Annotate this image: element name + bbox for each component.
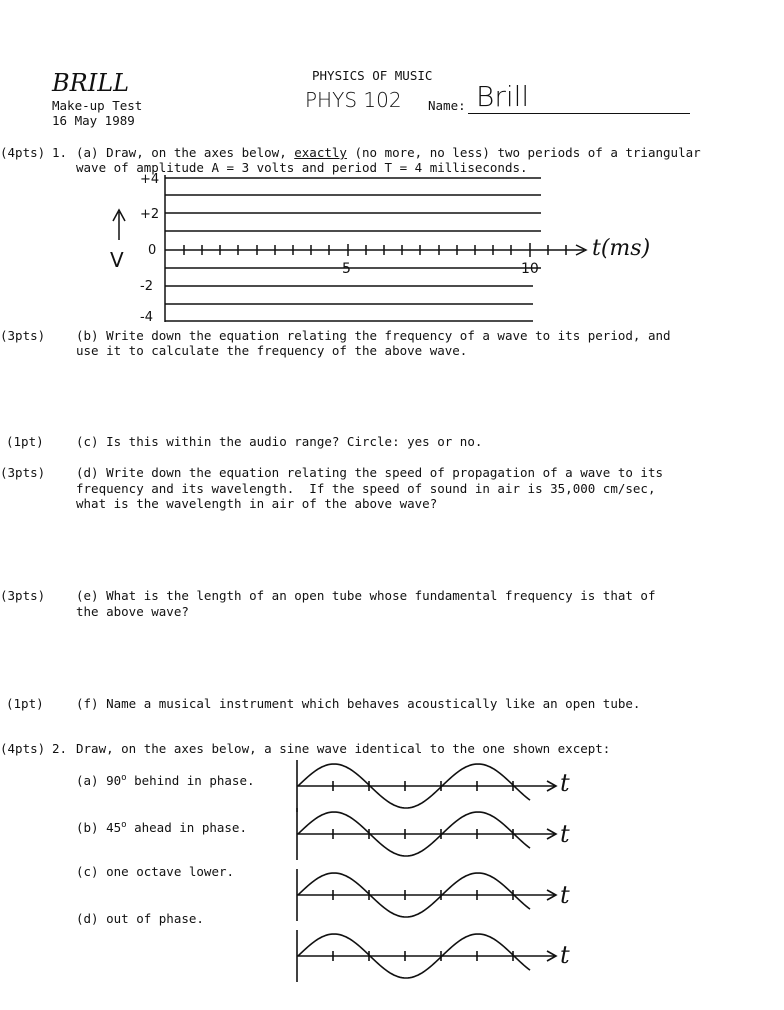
q1-part-a-line2: wave of amplitude A = 3 volts and period T = 4 milliseconds. (76, 160, 528, 175)
q1-xtick-5: 5 (342, 261, 351, 277)
q2-prompt: Draw, on the axes below, a sine wave identical to the one shown except: (76, 741, 611, 756)
q1-ytick-m2: -2 (140, 279, 153, 294)
q2-panel-3 (297, 930, 556, 982)
q1-ytick-2: +2 (140, 207, 160, 222)
q1-ytick-m4: -4 (140, 310, 153, 325)
q1-x-axis-label: t(ms) (592, 236, 651, 261)
q1-part-a-line1: (a) Draw, on the axes below, exactly (no more, no less) two periods of a triangular (76, 145, 701, 160)
q1-y-label: V (110, 248, 124, 272)
test-date: 16 May 1989 (52, 113, 135, 128)
q1-ytick-0: 0 (148, 243, 157, 258)
test-type: Make-up Test (52, 98, 143, 113)
q2d-label: (d) out of phase. (76, 911, 204, 926)
q2-number: 2. (52, 741, 68, 756)
q1-xtick-10: 10 (521, 261, 539, 277)
q2-points: (4pts) (0, 741, 46, 756)
q2b-axis-label: t (560, 820, 570, 848)
q1b-points: (3pts) (0, 328, 46, 343)
name-label: Name: (428, 98, 466, 113)
q1-points: (4pts) (0, 145, 46, 160)
q1f-points: (1pt) (6, 696, 44, 711)
q1d-line2: frequency and its wavelength. If the speed of sound in air is 35,000 cm/sec, (76, 481, 656, 496)
q2-panel-1 (297, 808, 556, 860)
q2c-axis-label: t (560, 881, 570, 909)
q2a-label: (a) 90$^o$ behind in phase. (76, 773, 255, 789)
q2b-label: (b) 45$^o$ ahead in phase. (76, 820, 247, 836)
course-title: PHYSICS OF MUSIC (312, 68, 433, 83)
q1f-line1: (f) Name a musical instrument which behaves acoustically like an open tube. (76, 696, 641, 711)
q1e-line2: the above wave? (76, 604, 189, 619)
q1e-points: (3pts) (0, 588, 46, 603)
q2a-axis-label: t (560, 769, 570, 797)
q2-panel-0 (297, 760, 556, 812)
q1c-points: (1pt) (6, 434, 44, 449)
q1b-line1: (b) Write down the equation relating the frequency of a wave to its period, and (76, 328, 671, 343)
q1b-line2: use it to calculate the frequency of the above wave. (76, 343, 468, 358)
q2d-axis-label: t (560, 941, 570, 969)
name-value[interactable]: Brill (476, 80, 530, 113)
q1d-line1: (d) Write down the equation relating the speed of propagation of a wave to its (76, 465, 663, 480)
course-code: PHYS 102 (305, 88, 402, 112)
q1c-line1: (c) Is this within the audio range? Circle: yes or no. (76, 434, 483, 449)
q2c-label: (c) one octave lower. (76, 864, 235, 879)
q1-number: 1. (52, 145, 68, 160)
q1-ytick-4: +4 (140, 172, 160, 187)
q1d-points: (3pts) (0, 465, 46, 480)
q2-panel-2 (297, 869, 556, 921)
q1e-line1: (e) What is the length of an open tube whose fundamental frequency is that of (76, 588, 656, 603)
author-signature: BRILL (52, 69, 130, 97)
q1d-line3: what is the wavelength in air of the above wave? (76, 496, 438, 511)
